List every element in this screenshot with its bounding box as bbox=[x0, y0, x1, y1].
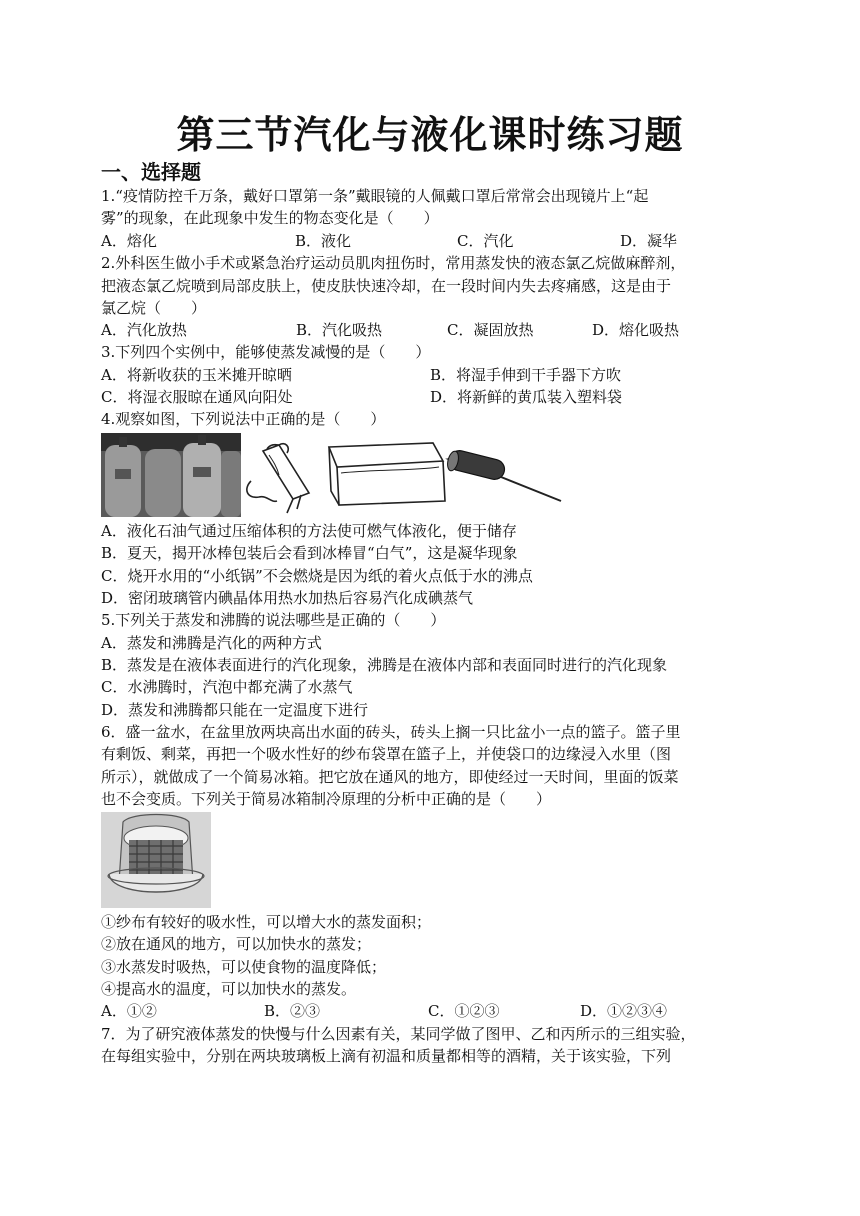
q1-option-a: A．熔化 bbox=[101, 232, 157, 250]
q7-line-2: 在每组实验中，分别在两块玻璃板上滴有初温和质量都相等的酒精，关于该实验，下列 bbox=[101, 1047, 672, 1065]
q6-statement-4: ④提高水的温度，可以加快水的蒸发。 bbox=[101, 980, 357, 998]
paper-pot-image bbox=[329, 443, 445, 505]
q6-line-3: 所示），就做成了一个简易冰箱。把它放在通风的地方，即使经过一天时间，里面的饭菜 bbox=[101, 768, 679, 786]
q6-line-2: 有剩饭、剩菜，再把一个吸水性好的纱布袋罩在篮子上，并使袋口的边缘浸入水里（图 bbox=[101, 745, 672, 763]
q6-option-a: A．①② bbox=[101, 1002, 157, 1020]
q5-option-b: B．蒸发是在液体表面进行的汽化现象，沸腾是在液体内部和表面同时进行的汽化现象 bbox=[101, 656, 668, 674]
q3-option-c: C．将湿衣服晾在通风向阳处 bbox=[101, 388, 293, 406]
gas-cylinders-image bbox=[101, 433, 241, 517]
q6-option-d: D．①②③④ bbox=[580, 1002, 668, 1020]
q4-option-b: B．夏天，揭开冰棒包装后会看到冰棒冒“白气”，这是凝华现象 bbox=[101, 544, 518, 562]
q4-option-c: C．烧开水用的“小纸锅”不会燃烧是因为纸的着火点低于水的沸点 bbox=[101, 567, 533, 585]
q6-option-c: C．①②③ bbox=[428, 1002, 500, 1020]
q3-line-1: 3.下列四个实例中，能够使蒸发减慢的是（ ） bbox=[101, 343, 431, 361]
q4-figure bbox=[101, 433, 565, 517]
q2-line-1: 2.外科医生做小手术或紧急治疗运动员肌肉扭伤时，常用蒸发快的液态氯乙烷做麻醉剂， bbox=[101, 254, 686, 272]
q2-line-2: 把液态氯乙烷喷到局部皮肤上，使皮肤快速冷却，在一段时间内失去疼痛感，这是由于 bbox=[101, 277, 672, 295]
page-title: 第三节汽化与液化课时练习题 bbox=[176, 113, 684, 157]
q6-statement-2: ②放在通风的地方，可以加快水的蒸发； bbox=[101, 935, 372, 953]
q6-statement-3: ③水蒸发时吸热，可以使食物的温度降低； bbox=[101, 958, 387, 976]
q3-option-d: D．将新鲜的黄瓜装入塑料袋 bbox=[430, 388, 623, 406]
q6-line-1: 6．盛一盆水，在盆里放两块高出水面的砖头，砖头上搁一只比盆小一点的篮子。篮子里 bbox=[101, 723, 681, 741]
q5-option-c: C．水沸腾时，汽泡中都充满了水蒸气 bbox=[101, 678, 353, 696]
q2-option-a: A．汽化放热 bbox=[101, 321, 187, 339]
section-heading: 一、选择题 bbox=[101, 160, 201, 184]
q1-line-2: 雾”的现象，在此现象中发生的物态变化是（ ） bbox=[101, 209, 439, 227]
q2-option-d: D．熔化吸热 bbox=[592, 321, 680, 339]
q3-option-b: B．将湿手伸到干手器下方吹 bbox=[430, 366, 622, 384]
q6-option-b: B．②③ bbox=[264, 1002, 321, 1020]
q4-option-d: D．密闭玻璃管内碘晶体用热水加热后容易汽化成碘蒸气 bbox=[101, 589, 474, 607]
q4-option-a: A．液化石油气通过压缩体积的方法使可燃气体液化，便于储存 bbox=[101, 522, 517, 540]
q1-option-d: D．凝华 bbox=[620, 232, 678, 250]
q7-line-1: 7．为了研究液体蒸发的快慢与什么因素有关，某同学做了图甲、乙和丙所示的三组实验， bbox=[101, 1025, 696, 1043]
q2-option-c: C．凝固放热 bbox=[447, 321, 534, 339]
glass-tube-image bbox=[446, 449, 561, 501]
ice-pop-image bbox=[247, 444, 309, 513]
q4-line-1: 4.观察如图，下列说法中正确的是（ ） bbox=[101, 410, 386, 428]
q3-option-a: A．将新收获的玉米摊开晾晒 bbox=[101, 366, 292, 384]
q5-line-1: 5.下列关于蒸发和沸腾的说法哪些是正确的（ ） bbox=[101, 611, 446, 629]
q6-line-4: 也不会变质。下列关于简易冰箱制冷原理的分析中正确的是（ ） bbox=[101, 790, 552, 808]
q1-option-b: B．液化 bbox=[295, 232, 352, 250]
q5-option-a: A．蒸发和沸腾是汽化的两种方式 bbox=[101, 634, 322, 652]
q6-statement-1: ①纱布有较好的吸水性，可以增大水的蒸发面积； bbox=[101, 913, 432, 931]
q5-option-d: D．蒸发和沸腾都只能在一定温度下进行 bbox=[101, 701, 369, 719]
q1-line-1: 1.“疫情防控千万条，戴好口罩第一条”戴眼镜的人佩戴口罩后常常会出现镜片上“起 bbox=[101, 187, 649, 205]
q2-option-b: B．汽化吸热 bbox=[296, 321, 383, 339]
q6-figure-simple-fridge bbox=[101, 812, 211, 908]
q1-option-c: C．汽化 bbox=[457, 232, 514, 250]
q2-line-3: 氯乙烷（ ） bbox=[101, 299, 207, 317]
